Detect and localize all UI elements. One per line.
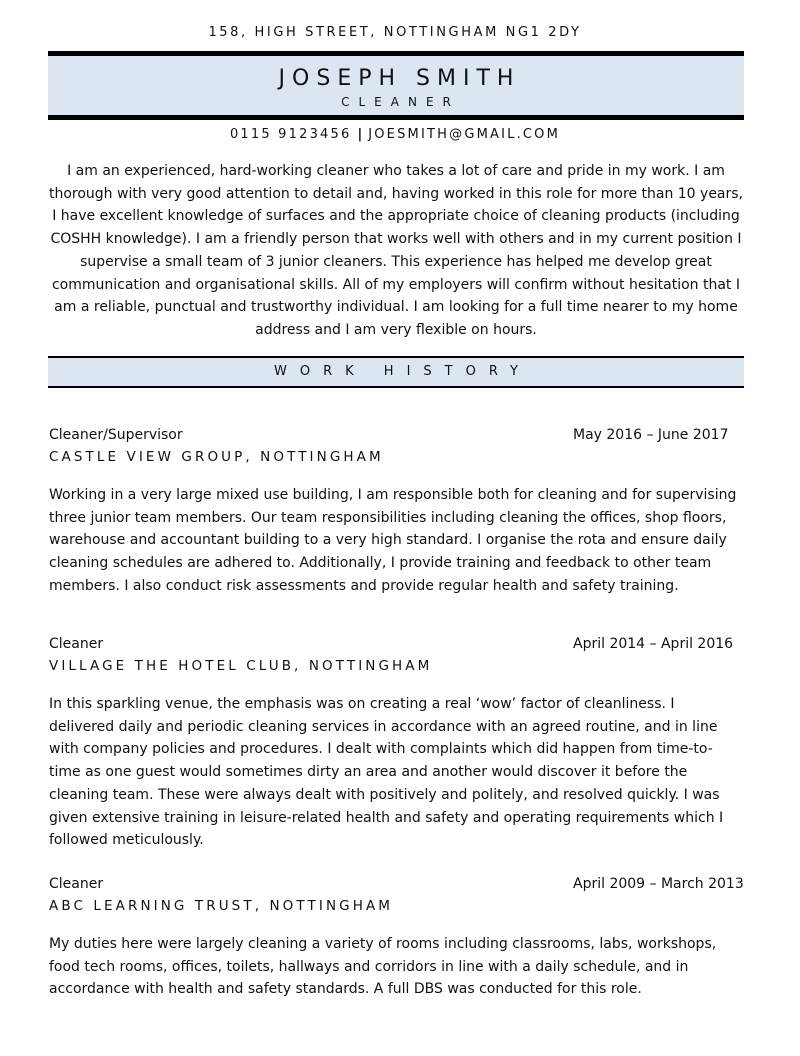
job-role: Cleaner: [49, 636, 104, 652]
job-company: VILLAGE THE HOTEL CLUB, NOTTINGHAM: [49, 658, 433, 674]
job-dates: May 2016 – June 2017: [573, 427, 729, 443]
job-role: Cleaner/Supervisor: [49, 427, 183, 443]
job-company: CASTLE VIEW GROUP, NOTTINGHAM: [49, 449, 384, 465]
candidate-name: JOSEPH SMITH: [278, 66, 521, 91]
job-description: Working in a very large mixed use building, I am responsible both for cleaning and for supervising three junior team members. Our team responsibilities including cleaning the offices, shop floors, warehouse and accountant building to a very high standard. I organise the rota and ensure daily cleaning schedules are adhered to. Additionally, I provide training and feedback to other team members. I also conduct risk assessments and provide regular health and safety training.: [49, 487, 737, 594]
work-history-heading: WORK HISTORY: [48, 356, 744, 388]
job-role: Cleaner: [49, 876, 104, 892]
job-description: In this sparkling venue, the emphasis was on creating a real ‘wow’ factor of cleanliness. I delivered daily and periodic cleaning services in accordance with an agreed routine, and in line with company policies and procedures. I dealt with complaints which did happen from time-to-time as one guest would sometimes dirty an area and another would discover it before the cleaning team. These were always dealt with positively and politely, and resolved quickly. I was given extensive training in leisure-related health and safety and operating requirements which I followed meticulously.: [49, 696, 724, 849]
job-dates: April 2014 – April 2016: [573, 636, 734, 652]
email-address[interactable]: JOESMITH@GMAIL.COM: [368, 127, 561, 142]
contact-line: [0, 127, 790, 142]
profile-summary: I am an experienced, hard-working cleaner who takes a lot of care and pride in my work. I am thorough with very good attention to detail and, having worked in this role for more than 10 years, I have excellent knowledge of surfaces and the appropriate choice of cleaning products (including COSHH knowledge). I am a friendly person that works well with others and in my current position I supervise a small team of 3 junior cleaners. This experience has helped me develop great communication and organisational skills. All of my employers will confirm without hesitation that I am a reliable, punctual and trustworthy individual. I am looking for a full time nearer to my home address and I am very flexible on hours.: [48, 163, 744, 338]
candidate-title: CLEANER: [341, 95, 460, 109]
job-description: My duties here were largely cleaning a variety of rooms including classrooms, labs, workshops, food tech rooms, offices, toilets, hallways and corridors in line with a daily schedule, and in accordance with health and safety standards. A full DBS was conducted for this role.: [49, 936, 717, 998]
contact-separator: |: [357, 127, 363, 142]
phone-number: 0115 9123456: [229, 127, 352, 142]
job-company: ABC LEARNING TRUST, NOTTINGHAM: [49, 898, 394, 914]
job-dates: April 2009 – March 2013: [573, 876, 744, 892]
name-banner: [48, 51, 744, 120]
address-line: 158, HIGH STREET, NOTTINGHAM NG1 2DY: [208, 25, 582, 40]
